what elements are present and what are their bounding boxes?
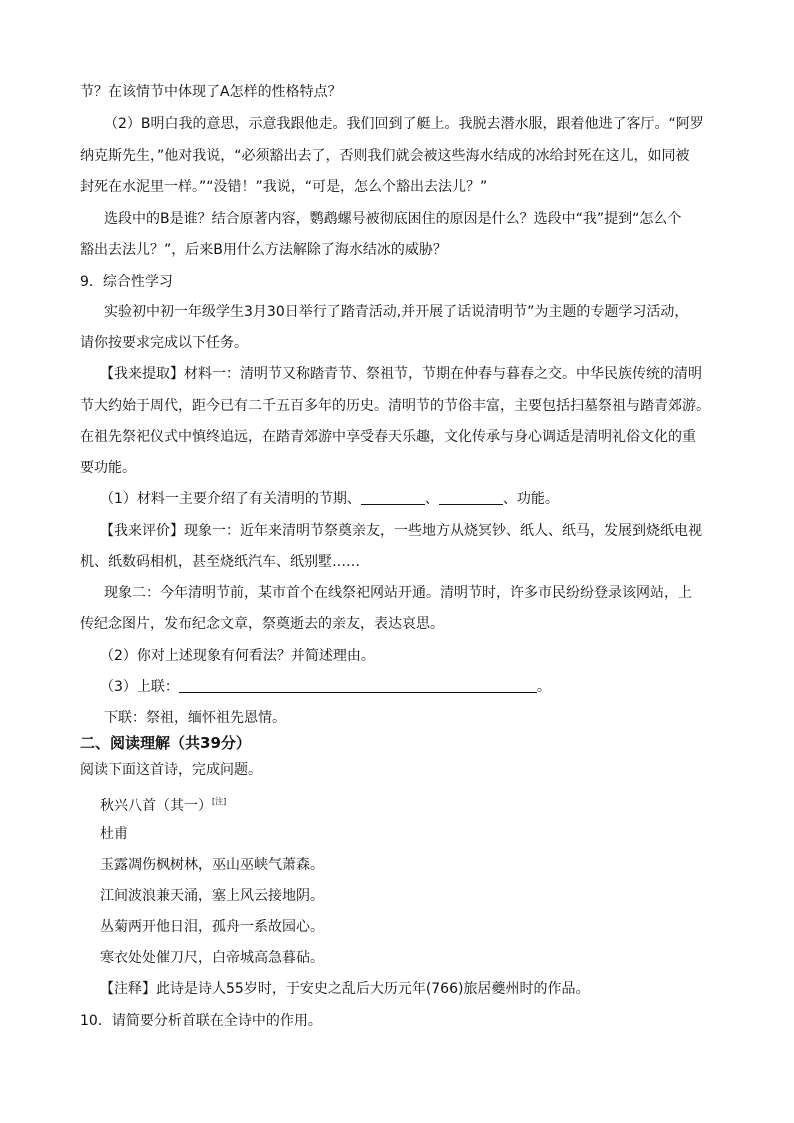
material-one-line: 在祖先祭祀仪式中慎终追远，在踏青郊游中享受春天乐趣，文化传承与身心调适是清明礼俗文化的重	[80, 429, 696, 445]
lower-couplet: 下联：祭祖，缅怀祖先恩情。	[104, 710, 286, 726]
sub-question-3	[100, 677, 740, 697]
couplet-end: 。	[536, 679, 551, 695]
poem-author: 杜甫	[100, 826, 128, 842]
material-one-line: 【我来提取】材料一：清明节又称踏青节、祭祖节，节期在仲春与暮春之交。中华民族传统的清明	[100, 366, 702, 382]
footnote-mark: [注]	[212, 797, 227, 806]
poem-line: 江间波浪兼天涌，塞上风云接地阴。	[100, 888, 324, 904]
q8-continuation-line: 节？在该情节中体现了A怎样的性格特点？	[80, 84, 342, 100]
question-10: 10．请简要分析首联在全诗中的作用。	[80, 1013, 322, 1029]
phenomenon-one-line: 机、纸数码相机，甚至烧纸汽车、纸别墅……	[80, 554, 360, 570]
poem-note: 【注释】此诗是诗人55岁时，于安史之乱后大历元年(766)旅居夔州时的作品。	[100, 981, 590, 997]
separator: 、	[424, 491, 439, 507]
couplet-answer-blank[interactable]	[179, 678, 537, 693]
upper-couplet-label: （3）上联：	[100, 679, 179, 695]
sub-question-1	[100, 489, 740, 509]
phenomenon-one-line: 【我来评价】现象一：近年来清明节祭奠亲友，一些地方从烧冥钞、纸人、纸马，发展到烧纸电视	[100, 523, 702, 539]
sub-question-1-end: 、功能。	[502, 491, 559, 507]
answer-blank-1[interactable]	[361, 490, 425, 505]
answer-blank-2[interactable]	[439, 490, 503, 505]
q9-title: 9．综合性学习	[80, 274, 173, 290]
poem-line: 寒衣处处催刀尺，白帝城高急暮砧。	[100, 950, 324, 966]
q8-passage-line: （2）B明白我的意思，示意我跟他走。我们回到了艇上。我脱去潜水服，跟着他进了客厅。“阿罗	[104, 116, 704, 132]
material-one-line: 要功能。	[80, 460, 136, 476]
poem-line: 玉露凋伤枫树林，巫山巫峡气萧森。	[100, 857, 324, 873]
poem-title-text: 秋兴八首（其一）	[100, 798, 212, 814]
section-heading: 二、阅读理解（共39分）	[80, 734, 251, 752]
q9-intro-line: 实验初中初一年级学生3月30日举行了踏青活动,并开展了话说清明节”为主题的专题学习活动，	[104, 304, 689, 320]
q8-passage-line: 纳克斯先生，”他对我说，“必须豁出去了，否则我们就会被这些海水结成的冰给封死在这儿，如同被	[80, 148, 690, 164]
q9-intro-line: 请你按要求完成以下任务。	[80, 335, 248, 351]
phenomenon-two-line: 现象二：今年清明节前，某市首个在线祭祀网站开通。清明节时，许多市民纷纷登录该网站，上	[104, 585, 692, 601]
material-one-line: 节大约始于周代，距今已有二千五百多年的历史。清明节的节俗丰富，主要包括扫墓祭祖与踏青郊游。	[80, 398, 710, 414]
poem-line: 丛菊两开他日泪，孤舟一系故园心。	[100, 919, 324, 935]
q8-question-line: 豁出去法儿？”，后来B用什么方法解除了海水结冰的威胁？	[80, 242, 447, 258]
sub-question-1-text: （1）材料一主要介绍了有关清明的节期、	[100, 491, 361, 507]
q8-question-line: 选段中的B是谁？结合原著内容，鹦鹉螺号被彻底困住的原因是什么？选段中“我”提到“怎么个	[104, 211, 682, 227]
q8-passage-line: 封死在水泥里一样。”“没错！”我说，“可是，怎么个豁出去法儿？”	[80, 179, 488, 195]
phenomenon-two-line: 传纪念图片，发布纪念文章，祭奠逝去的亲友，表达哀思。	[80, 616, 444, 632]
sub-question-2: （2）你对上述现象有何看法？并简述理由。	[100, 648, 375, 664]
reading-instruction: 阅读下面这首诗，完成问题。	[80, 762, 262, 778]
poem-title	[100, 792, 740, 816]
